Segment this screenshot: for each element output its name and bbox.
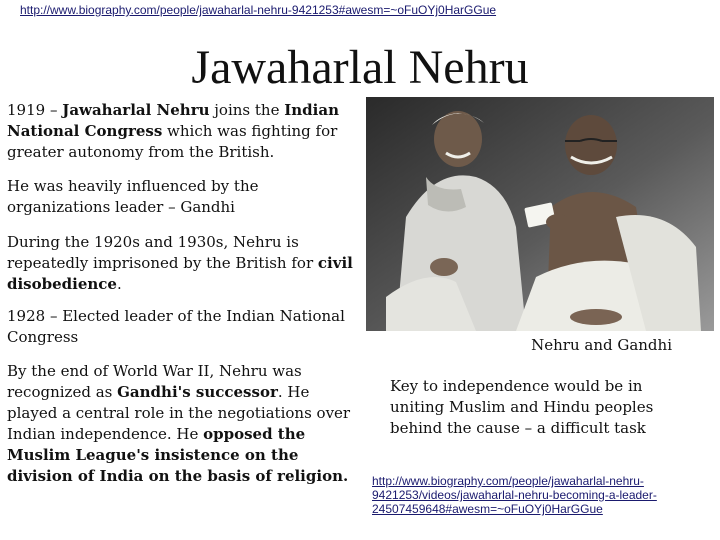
bold-text: opposed the Muslim League's insistence on the division of India on the basis of religion. [7, 425, 349, 485]
paragraph-1928 [7, 306, 359, 348]
source-link[interactable]: http://www.biography.com/people/jawaharlal-nehru-9421253#awesm=~oFuOYj0HarGGue [20, 3, 497, 17]
text: . [116, 275, 122, 293]
paragraph-imprisonment [7, 232, 359, 295]
text: By the end of World War II, Nehru was recognized as [7, 362, 302, 401]
page-title: Jawaharlal Nehru [191, 41, 529, 94]
paragraph-influence [7, 176, 359, 218]
paragraph-1919 [7, 100, 359, 163]
paragraph-ww2 [7, 361, 359, 487]
photo-caption [366, 335, 714, 355]
text: which was fighting for greater autonomy from the British. [7, 122, 338, 161]
bold-text: civil disobedience [7, 254, 353, 293]
bold-text: Jawaharlal Nehru [62, 101, 210, 119]
bold-text: Gandhi's successor [117, 383, 278, 401]
text: . He played a central role in the negotiations over Indian independence. He [7, 383, 351, 443]
text: During the 1920s and 1930s, Nehru is repeatedly imprisoned by the British for [7, 233, 318, 272]
nehru-gandhi-photo [366, 97, 714, 331]
caption-text: Nehru and Gandhi [531, 336, 672, 354]
photo-illustration [366, 97, 714, 331]
text: 1928 – Elected leader of the Indian National Congress [7, 307, 345, 346]
video-link[interactable]: http://www.biography.com/people/jawaharlal-nehru-9421253/videos/jawaharlal-nehru-becoming-a-leader-24507459648#awesm=~oFuOYj0HarGGue [372, 474, 657, 516]
text: joins the [209, 101, 285, 119]
key-to-independence-text: Key to independence would be in uniting Muslim and Hindu peoples behind the cause – a difficult task [390, 377, 654, 437]
text: He was heavily influenced by the organizations leader – Gandhi [7, 177, 259, 216]
text: 1919 – [7, 101, 63, 119]
bold-text: Indian National Congress [7, 101, 339, 140]
